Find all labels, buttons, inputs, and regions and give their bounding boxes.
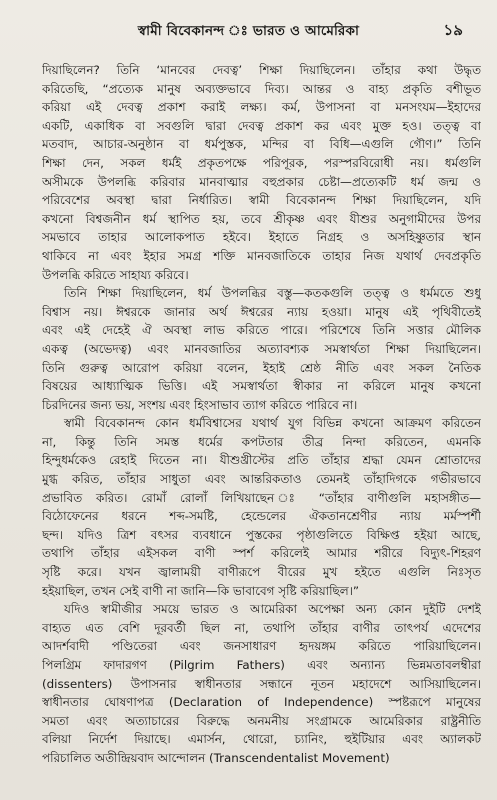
text-line: ছন্দ। যদিও ত্রিশ বৎসর ব্যবধানে পুস্তকের পৃষ্ঠাগুলিতে বিক্ষিপ্ত হইয়া আছে, [42, 527, 481, 542]
text-line: বিশ্বাস নয়। ঈশ্বরকে জানার অর্থ ঈশ্বরের ন্যায় হওয়া। মানুষ এই পৃথিবীতেই [42, 304, 481, 319]
text-line: তিনি গুরুত্ব আরোপ করিয়া বলেন, ইহাই শ্রেষ্ঠ নীতি এবং সকল নৈতিক [42, 360, 481, 375]
text-line: হিন্দুধর্মকেও রেহাই দিতেন না। যীশুখ্রীস্টের প্রতি তাঁহার শ্রদ্ধা যেমন শ্রোতাদের [42, 453, 481, 468]
text-line: কখনো বিশ্বজনীন ধর্ম স্থাপিত হয়, তবে শ্রীকৃষ্ণ এবং যীশুর অনুগামীদের উপর [42, 211, 481, 226]
text-line: থাকিবে না এবং ইহার সমগ্র শক্তি মানবজাতিকে তাহার নিজ যথার্থ দেবপ্রকৃতি [42, 248, 481, 263]
text-line: একত্ব (অভেদত্ব) এবং মানবজাতির অত্যাবশ্যক সমস্বার্থতা শিক্ষা দিয়াছিলেন। [42, 341, 481, 356]
page-number: ১৯ [443, 21, 463, 39]
paragraph-2 [42, 284, 481, 414]
paragraph-3 [42, 414, 481, 600]
text-line: বাহ্যত এত বেশি দূরবর্তী ছিল না, তথাপি তাঁহার বাণীর তাৎপর্য এদেশের [42, 620, 481, 635]
text-line: মতবাদ, আচার-অনুষ্ঠান বা ধর্মপুস্তক, মন্দির বা বিধি—এগুলি গৌণ।” তিনি [42, 137, 481, 152]
running-head [0, 20, 497, 42]
text-line: যদিও স্বামীজীর সময়ে ভারত ও আমেরিকা অপেক্ষা অন্য কোন দুইটি দেশই [64, 602, 481, 617]
text-line: প্রভাবিত করিত। রোমাঁ রোলাঁ লিখিয়াছেন ঃ “তাঁহার বাণীগুলি মহাসঙ্গীত— [42, 490, 481, 505]
text-line: তিনি শিক্ষা দিয়াছিলেন, ধর্ম উপলব্ধির বস্তু—কতকগুলি তত্ত্ব ও ধর্মমতে শুধু [64, 286, 481, 301]
text-line: উপলব্ধি করিতে সাহায্য করিবে। [42, 267, 189, 282]
text-line: মুগ্ধ করিত, তাঁহার সাধুতা এবং আন্তরিকতাও তেমনই তাঁহাদিগকে গভীরভাবে [42, 472, 481, 487]
text-line: দিয়াছিলেন? তিনি ‘মানবের দেবত্ব’ শিক্ষা দিয়াছিলেন। তাঁহার কথা উদ্ধৃত [42, 63, 481, 77]
text-line: একটি, একাধিক বা সবগুলি দ্বারা দেবত্ব প্রকাশ কর এবং মুক্ত হও। তত্ত্ব বা [42, 118, 481, 133]
text-line: করিতেছি, “প্রত্যেক মানুষ অব্যক্তভাবে দিব্য। আন্তর ও বাহ্য প্রকৃতি বশীভূত [42, 81, 481, 96]
paragraph-1 [42, 61, 481, 284]
text-line: এবং এই দেহেই ঐ অবস্থা লাভ করিতে পারে। পরিশেষে তিনি সত্তার মৌলিক [42, 323, 481, 338]
text-line: সমভাবে তাহার আলোকপাত হইবে। ইহাতে নিগ্রহ ও অসহিষ্ণুতার স্থান [42, 230, 481, 245]
text-line: স্বাধীনতার ঘোষণাপত্র (Declaration of Independence) স্পষ্টরূপে মানুষের [42, 695, 481, 710]
text-line: সমতা এবং অত্যাচারের বিরুদ্ধে অনমনীয় সংগ্রামকে আমেরিকার রাষ্ট্রনীতি [42, 713, 481, 728]
text-line: বিষয়ের আধ্যাত্মিক ভিত্তি। এই সমস্বার্থতা স্বীকার না করিলে মানুষ কখনো [42, 379, 481, 394]
text-line: বিঠোফেনের ধরনে শব্দ-সমষ্টি, হেন্ডেলের ঐকতানশ্রেণীর ন্যায় মর্মস্পর্শী [42, 509, 481, 524]
text-line: পরিচালিত অতীন্দ্রিয়বাদ আন্দোলন (Transcendentalist Movement) [42, 750, 390, 765]
text-line: স্বামী বিবেকানন্দ কোন ধর্মবিশ্বাসের যথার্থ যুগ বিভিন্ন কখনো আক্রমণ করিতেন [64, 416, 481, 431]
text-line: বলিয়া নির্দেশ দিয়াছে। এমার্সন, থোরো, চ্যানিং, হুইটিয়ার এবং অ্যালকট [42, 732, 481, 747]
text-line: তথাপি তাঁহার এইসকল বাণী স্পর্শ করিলেই আমার শরীরে বিদ্যুৎ-শিহরণ [42, 546, 481, 561]
body-text [42, 61, 481, 768]
text-line: করিয়া এই দেবত্ব প্রকাশ করাই লক্ষ্য। কর্ম, উপাসনা বা মনসংযম—ইহাদের [42, 100, 481, 115]
text-line: না, কিন্তু তিনি সমস্ত ধর্মের কপটতার তীব্র নিন্দা করিতেন, এমনকি [42, 434, 481, 449]
text-line: সৃষ্টি করে। যখন জ্বালাময়ী বাণীরূপে বীরের মুখ হইতে এগুলি নিঃসৃত [42, 565, 481, 580]
paragraph-4 [42, 600, 481, 767]
text-line: শিক্ষা দেন, সকল ধর্মই প্রকৃতপক্ষে পরিপূরক, পরস্পরবিরোধী নয়। ধর্মগুলি [42, 155, 481, 170]
text-line: আদর্শবাদী পণ্ডিতেরা এবং জনসাধারণ হৃদয়ঙ্গম করিতে পারিয়াছিলেন। [42, 639, 481, 654]
text-line: পরিবেশের অবস্থা দ্বারা নির্ধারিত। স্বামী বিবেকানন্দ শিক্ষা দিয়াছিলেন, যদি [42, 193, 481, 208]
text-line: অসীমকে উপলব্ধি করিবার মানবাত্মার বহুপ্রকার চেষ্টা—প্রত্যেকটি ধর্ম জন্ম ও [42, 174, 481, 189]
text-line: পিলগ্রিম ফাদারগণ (Pilgrim Fathers) এবং অন্যান্য ভিন্নমতাবলম্বীরা [42, 658, 481, 672]
running-title: স্বামী বিবেকানন্দ ঃ ভারত ও আমেরিকা [137, 23, 360, 39]
text-line: চিরদিনের জন্য ভয়, সংশয় এবং হিংসাভাব ত্যাগ করিতে পারিবে না। [42, 397, 358, 412]
text-line: হইয়াছিল, তখন সেই বাণী না জানি—কি ভাবাবেগ সৃষ্টি করিয়াছিল।” [42, 583, 360, 598]
text-line: (dissenters) উপাসনার স্বাধীনতার সন্ধানে নূতন মহাদেশে আসিয়াছিলেন। [42, 676, 481, 691]
